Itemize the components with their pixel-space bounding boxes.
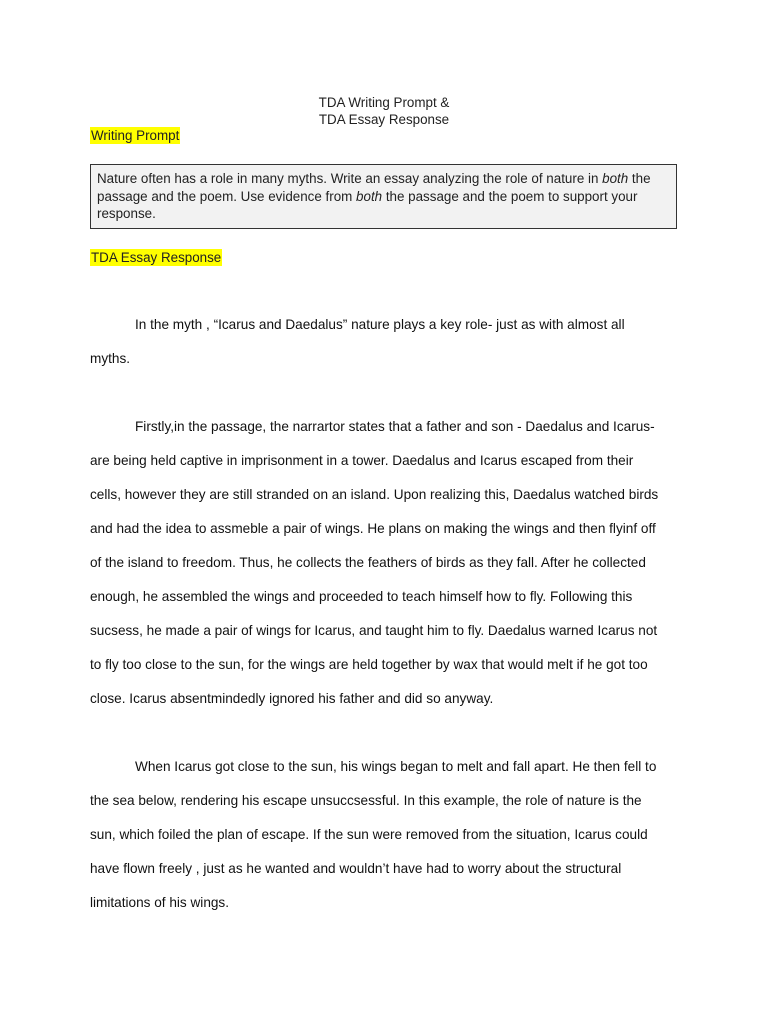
essay-line: sucsess, he made a pair of wings for Icarus, and taught him to fly. Daedalus warned Icarus not [90,623,658,638]
essay-response-heading: TDA Essay Response [91,250,222,265]
essay-line: close. Icarus absentmindedly ignored his father and did so anyway. [90,691,494,706]
prompt-emphasis-both-2: both [356,188,383,204]
essay-line: limitations of his wings. [90,895,230,910]
essay-line: sun, which foiled the plan of escape. If the sun were removed from the situation, Icarus could [90,827,648,842]
writing-prompt-heading: Writing Prompt [91,128,180,143]
essay-line: myths. [90,351,131,366]
prompt-emphasis-both-1: both [602,171,629,186]
essay-line: of the island to freedom. Thus, he collects the feathers of birds as they fall. After he collected [90,555,646,570]
essay-line: Firstly,in the passage, the narrartor states that a father and son - Daedalus and Icarus- [135,419,655,434]
prompt-text-part-1: Nature often has a role in many myths. Write an essay analyzing the role of nature in [97,171,603,186]
essay-paragraph-3 [90,750,678,920]
essay-paragraph-1 [90,308,678,376]
essay-line: the sea below, rendering his escape unsuccsessful. In this example, the role of nature is the [90,793,642,808]
prompt-text-part-3: the passage and the poem to support your response. [97,188,638,221]
essay-line: enough, he assembled the wings and proceeded to teach himself how to fly. Following this [90,589,633,604]
essay-line: When Icarus got close to the sun, his wings began to melt and fall apart. He then fell to [135,759,657,774]
writing-prompt-box [90,164,677,229]
document-title-line-2: TDA Essay Response [318,112,450,127]
essay-line: have flown freely , just as he wanted and wouldn’t have had to worry about the structural [90,861,622,876]
essay-line: In the myth , “Icarus and Daedalus” nature plays a key role- just as with almost all [135,317,625,332]
document-title-line-1: TDA Writing Prompt & [318,95,450,110]
essay-line: and had the idea to assmeble a pair of wings. He plans on making the wings and then flyinf off [90,521,656,536]
essay-paragraph-2 [90,410,678,716]
essay-line: are being held captive in imprisonment in a tower. Daedalus and Icarus escaped from their [90,453,634,468]
essay-line: to fly too close to the sun, for the wings are held together by wax that would melt if he got too [90,657,648,672]
essay-line: cells, however they are still stranded on an island. Upon realizing this, Daedalus watched birds [90,487,659,502]
prompt-text-part-2: the passage and the poem. Use evidence from [97,171,651,204]
